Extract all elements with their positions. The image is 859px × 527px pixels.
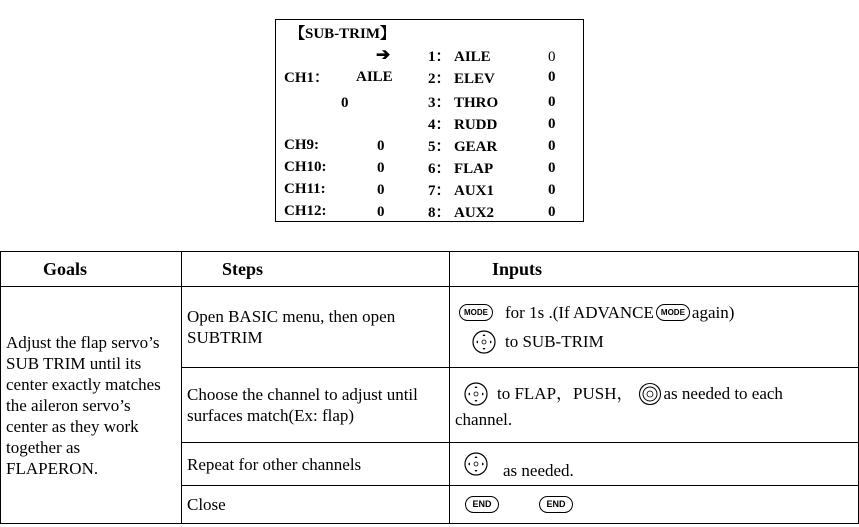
step-text: Open BASIC menu, then open SUBTRIM: [182, 287, 450, 368]
channel-3-num: 3：: [428, 95, 451, 111]
inputs-header: Inputs: [450, 252, 859, 287]
mode-button-icon: MODE: [656, 304, 690, 321]
ch12-label: CH12:: [284, 203, 327, 219]
dial-push-icon: [638, 382, 662, 406]
channel-1-name: AILE: [454, 49, 491, 65]
channel-1-num: 1：: [428, 49, 451, 65]
ch1-value: AILE: [356, 69, 393, 85]
input-cell: [450, 486, 859, 524]
channel-6-value: 0: [548, 160, 556, 176]
channel-4-value: 0: [548, 116, 556, 132]
ch1-label: CH1：: [284, 70, 330, 86]
input-text: as needed to each: [663, 384, 783, 403]
step-text: Choose the channel to adjust until surfaces match(Ex: flap): [182, 368, 450, 443]
goal-text: Adjust the flap servo’s SUB TRIM until its center exactly matches the aileron servo’s center as they work together as FLAPERON.: [1, 287, 182, 524]
ch9-label: CH9:: [284, 137, 319, 153]
input-text: for 1s .(If ADVANCE: [505, 302, 654, 322]
ch10-value: 0: [377, 160, 385, 176]
channel-7-num: 7：: [428, 183, 451, 199]
table-row: [1, 287, 859, 368]
subtrim-screen: [275, 19, 584, 222]
goals-header: Goals: [1, 252, 182, 287]
input-text: channel.: [455, 409, 513, 429]
step-text: Close: [182, 486, 450, 524]
channel-7-value: 0: [548, 182, 556, 198]
channel-8-value: 0: [548, 204, 556, 220]
channel-3-name: THRO: [454, 95, 499, 111]
channel-3-value: 0: [548, 94, 556, 110]
step-text: Repeat for other channels: [182, 443, 450, 486]
ch1-trim: 0: [341, 95, 349, 111]
channel-5-name: GEAR: [454, 139, 498, 155]
channel-2-num: 2：: [428, 71, 451, 87]
dial-icon: [463, 381, 489, 407]
channel-2-value: 0: [548, 69, 556, 85]
ch9-value: 0: [377, 138, 385, 154]
ch11-value: 0: [377, 182, 385, 198]
input-text: again): [691, 302, 735, 322]
input-text: to FLAP，PUSH，: [497, 384, 634, 403]
channel-6-num: 6：: [428, 161, 451, 177]
mode-button-icon: MODE: [459, 304, 493, 321]
input-cell: [450, 368, 859, 443]
channel-8-num: 8：: [428, 205, 451, 221]
ch11-label: CH11:: [284, 181, 326, 197]
ch10-label: CH10:: [284, 159, 327, 175]
steps-header: Steps: [182, 252, 450, 287]
instructions-table: [0, 251, 859, 524]
channel-4-num: 4：: [428, 117, 451, 133]
input-text: as needed.: [503, 460, 574, 480]
channel-1-value: 0: [548, 49, 556, 65]
input-cell: [450, 287, 859, 368]
channel-5-num: 5：: [428, 139, 451, 155]
end-button-icon: END: [465, 496, 499, 513]
end-button-icon: END: [539, 496, 573, 513]
dial-icon: [471, 329, 497, 355]
channel-8-name: AUX2: [454, 205, 494, 221]
table-header-row: [1, 252, 859, 287]
channel-5-value: 0: [548, 138, 556, 154]
ch12-value: 0: [377, 204, 385, 220]
channel-7-name: AUX1: [454, 183, 494, 199]
input-cell: [450, 443, 859, 486]
channel-4-name: RUDD: [454, 117, 498, 133]
channel-6-name: FLAP: [454, 161, 494, 177]
cursor-arrow-icon: ➔: [376, 45, 391, 64]
screen-title: 【SUB-TRIM】: [290, 26, 396, 42]
dial-icon: [463, 451, 489, 477]
channel-2-name: ELEV: [454, 71, 495, 87]
input-text: to SUB-TRIM: [505, 332, 604, 351]
